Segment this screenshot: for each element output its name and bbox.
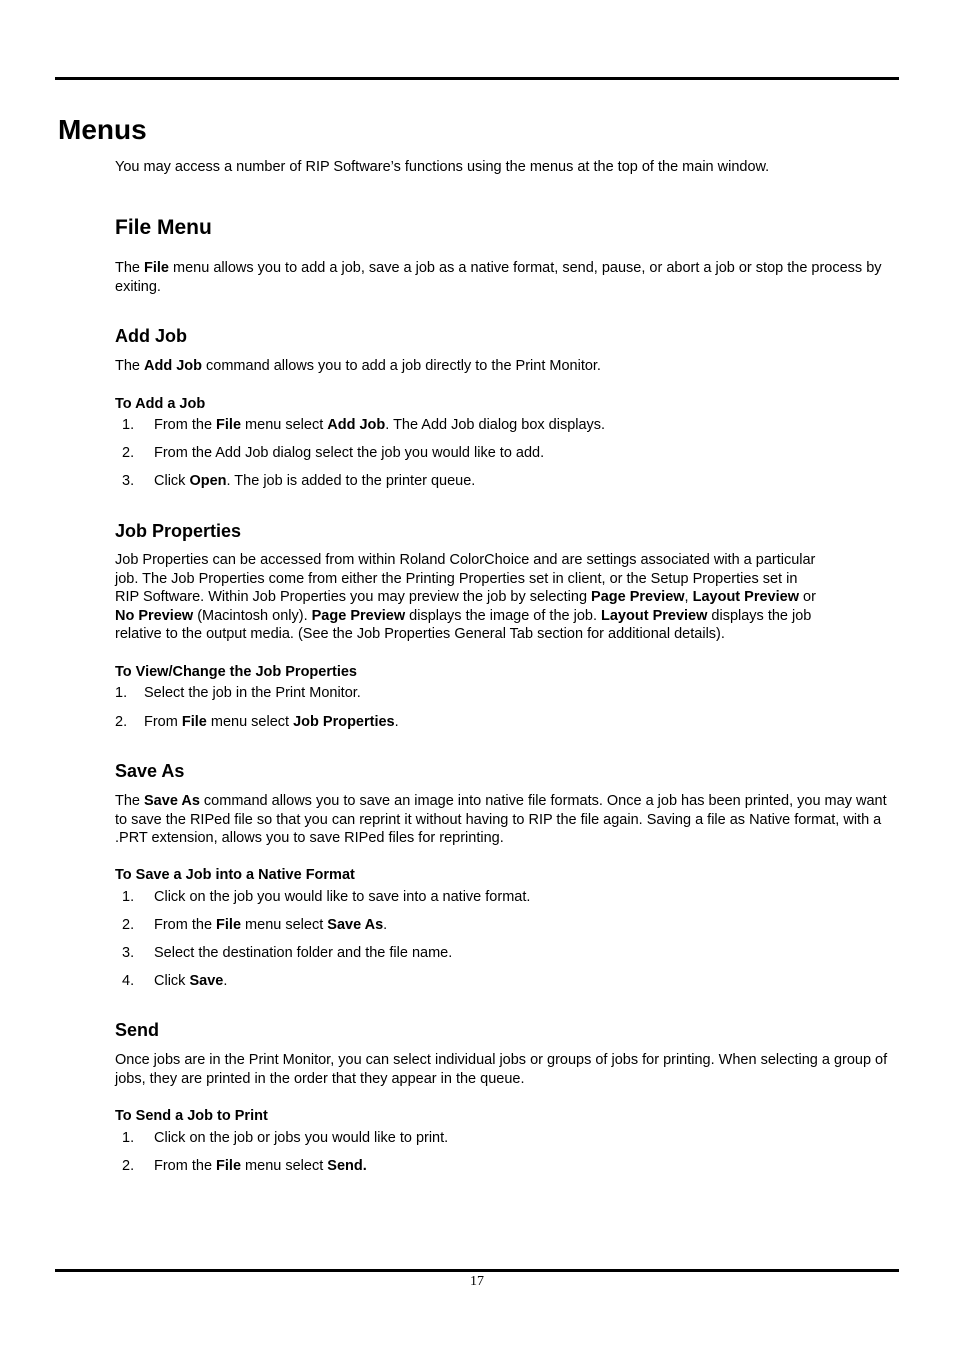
- add-job-procedure-title: To Add a Job: [115, 396, 206, 412]
- add-job-desc-text: command allows you to add a job directly to the Print Monitor.: [202, 358, 601, 374]
- text-line: relative to the output media. (See the Job Properties General Tab section for additional details).: [115, 626, 725, 642]
- add-job-desc-bold: Add Job: [144, 358, 203, 374]
- text-line: Job Properties can be accessed from within Roland ColorChoice and are settings associated with a particular: [115, 552, 816, 568]
- list-number: 2.: [115, 714, 128, 730]
- text-line: RIP Software. Within Job Properties you may preview the job by selecting Page Preview, Layout Preview or: [115, 589, 816, 605]
- list-number: 2.: [122, 445, 135, 461]
- list-text: From the File menu select Save As.: [154, 917, 388, 933]
- list-text: Click Save.: [154, 973, 228, 989]
- list-text: From the File menu select Send.: [154, 1158, 367, 1174]
- list-number: 2.: [122, 1158, 135, 1174]
- list-number: 1.: [115, 685, 128, 701]
- list-text: Click on the job you would like to save into a native format.: [154, 889, 531, 905]
- list-number: 1.: [122, 1130, 135, 1146]
- text-line: job. The Job Properties come from either the Printing Properties set in client, or the Setup Properties set in: [115, 570, 798, 587]
- list-text: Select the destination folder and the file name.: [154, 945, 453, 961]
- header-rule: [55, 77, 899, 80]
- page-title: Menus: [58, 114, 147, 145]
- intro-paragraph: You may access a number of RIP Software’s functions using the menus at the top of the main window.: [115, 159, 770, 175]
- job-properties-description: [115, 551, 900, 644]
- list-text: From the Add Job dialog select the job you would like to add.: [154, 445, 545, 461]
- list-number: 4.: [122, 973, 135, 989]
- send-procedure-title: To Send a Job to Print: [115, 1108, 268, 1124]
- job-properties-heading: Job Properties: [115, 521, 242, 541]
- file-menu-desc-text: menu allows you to add a job, save a job as a native format, send, pause, or abort a job or stop the process by exiting.: [115, 260, 882, 295]
- list-text: Click on the job or jobs you would like to print.: [154, 1130, 449, 1146]
- job-properties-procedure-title: To View/Change the Job Properties: [115, 664, 357, 680]
- save-as-heading: Save As: [115, 761, 185, 781]
- list-text: From File menu select Job Properties.: [144, 714, 399, 730]
- add-job-desc-text: The: [115, 358, 145, 374]
- list-number: 3.: [122, 945, 135, 961]
- file-menu-desc-bold: File: [144, 260, 169, 276]
- text-line: No Preview (Macintosh only). Page Preview displays the image of the job. Layout Preview displays the job: [115, 607, 812, 624]
- save-as-description: The Save As command allows you to save an image into native file formats. Once a job has been printed, you may want to save the RIPed file so that you can reprint it without having to RIP the file again. Saving a file as Native format, with a .PRT extension, allows you to save RIPed files for reprinting.: [115, 793, 887, 846]
- add-job-heading: Add Job: [115, 326, 187, 346]
- save-as-procedure-title: To Save a Job into a Native Format: [115, 867, 355, 883]
- add-job-description: [115, 357, 900, 376]
- list-text: From the File menu select Add Job. The Add Job dialog box displays.: [154, 417, 606, 433]
- send-heading: Send: [115, 1020, 160, 1040]
- list-number: 1.: [122, 889, 135, 905]
- list-number: 3.: [122, 473, 135, 489]
- file-menu-desc-text: The: [115, 260, 145, 276]
- list-number: 2.: [122, 917, 135, 933]
- footer-rule: [55, 1269, 899, 1272]
- page-number: 17: [470, 1274, 484, 1289]
- send-description: Once jobs are in the Print Monitor, you can select individual jobs or groups of jobs for printing. When selecting a group of jobs, they are printed in the order that they appear in the queue.: [115, 1052, 888, 1087]
- list-number: 1.: [122, 417, 135, 433]
- list-text: Select the job in the Print Monitor.: [144, 685, 361, 701]
- list-text: Click Open. The job is added to the printer queue.: [154, 473, 476, 489]
- file-menu-heading: File Menu: [115, 216, 212, 239]
- file-menu-description: [115, 259, 900, 296]
